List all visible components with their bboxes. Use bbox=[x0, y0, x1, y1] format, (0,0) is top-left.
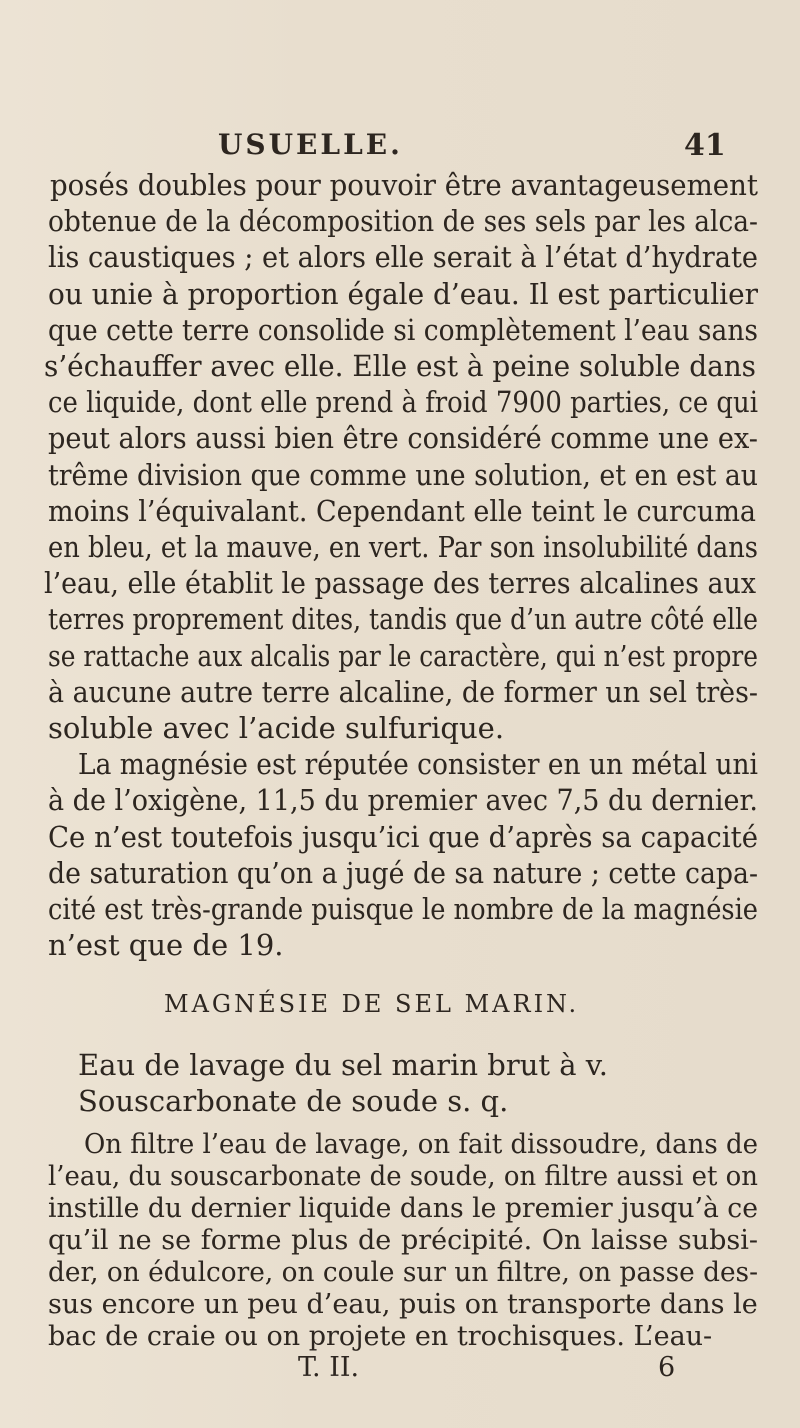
text-line: Ce n’est toutefois jusqu’ici que d’après sa capacité bbox=[48, 820, 758, 854]
text-line: moins l’équivalant. Cependant elle teint le curcuma bbox=[48, 494, 756, 528]
text-line: obtenue de la décomposition de ses sels par les alca- bbox=[48, 204, 758, 238]
text-line: l’eau, elle établit le passage des terres alcalines aux bbox=[44, 566, 756, 600]
text-line: n’est que de 19. bbox=[48, 928, 284, 962]
text-line: que cette terre consolide si complètement l’eau sans bbox=[48, 313, 758, 347]
text-line: à aucune autre terre alcaline, de former un sel très- bbox=[48, 675, 758, 709]
text-line: ce liquide, dont elle prend à froid 7900 parties, ce qui bbox=[48, 385, 758, 419]
text-line: posés doubles pour pouvoir être avantageusement bbox=[50, 168, 758, 202]
text-line: de saturation qu’on a jugé de sa nature ; cette capa- bbox=[48, 856, 758, 890]
page-number: 41 bbox=[684, 128, 726, 163]
text-line: ou unie à proportion égale d’eau. Il est particulier bbox=[48, 277, 758, 311]
text-line: en bleu, et la mauve, en vert. Par son insolubilité dans bbox=[48, 530, 758, 564]
text-line: instille du dernier liquide dans le premier jusqu’à ce bbox=[48, 1193, 758, 1224]
text-line: terres proprement dites, tandis que d’un autre côté elle bbox=[48, 602, 758, 636]
text-line: La magnésie est réputée consister en un métal uni bbox=[78, 747, 758, 781]
text-line: On filtre l’eau de lavage, on fait dissoudre, dans de bbox=[84, 1129, 758, 1160]
text-line: à de l’oxigène, 11,5 du premier avec 7,5 du dernier. bbox=[48, 783, 758, 817]
text-line: qu’il ne se forme plus de précipité. On laisse subsi- bbox=[48, 1225, 758, 1256]
signature-mark: T. II. bbox=[298, 1352, 360, 1383]
ingredient-line: Eau de lavage du sel marin brut à v. bbox=[78, 1048, 608, 1082]
text-line: l’eau, du souscarbonate de soude, on filtre aussi et on bbox=[48, 1161, 758, 1192]
text-line: cité est très-grande puisque le nombre de la magnésie bbox=[48, 892, 758, 926]
text-line: se rattache aux alcalis par le caractère, qui n’est propre bbox=[48, 639, 758, 673]
text-line: der, on édulcore, on coule sur un filtre, on passe des- bbox=[48, 1257, 758, 1288]
text-line: sus encore un peu d’eau, puis on transporte dans le bbox=[48, 1289, 758, 1320]
ingredient-line: Souscarbonate de soude s. q. bbox=[78, 1084, 509, 1118]
text-line: trême division que comme une solution, et en est au bbox=[48, 458, 758, 492]
text-line: s’échauffer avec elle. Elle est à peine soluble dans bbox=[44, 349, 756, 383]
running-head: USUELLE. bbox=[218, 128, 403, 161]
text-line: soluble avec l’acide sulfurique. bbox=[48, 711, 505, 745]
text-line: lis caustiques ; et alors elle serait à l’état d’hydrate bbox=[48, 240, 758, 274]
text-line: bac de craie ou on projete en trochisques. L’eau- bbox=[48, 1321, 713, 1352]
sheet-number: 6 bbox=[658, 1352, 676, 1383]
section-title: MAGNÉSIE DE SEL MARIN. bbox=[164, 990, 580, 1018]
page-header bbox=[0, 128, 800, 168]
text-line: peut alors aussi bien être considéré comme une ex- bbox=[48, 421, 758, 455]
